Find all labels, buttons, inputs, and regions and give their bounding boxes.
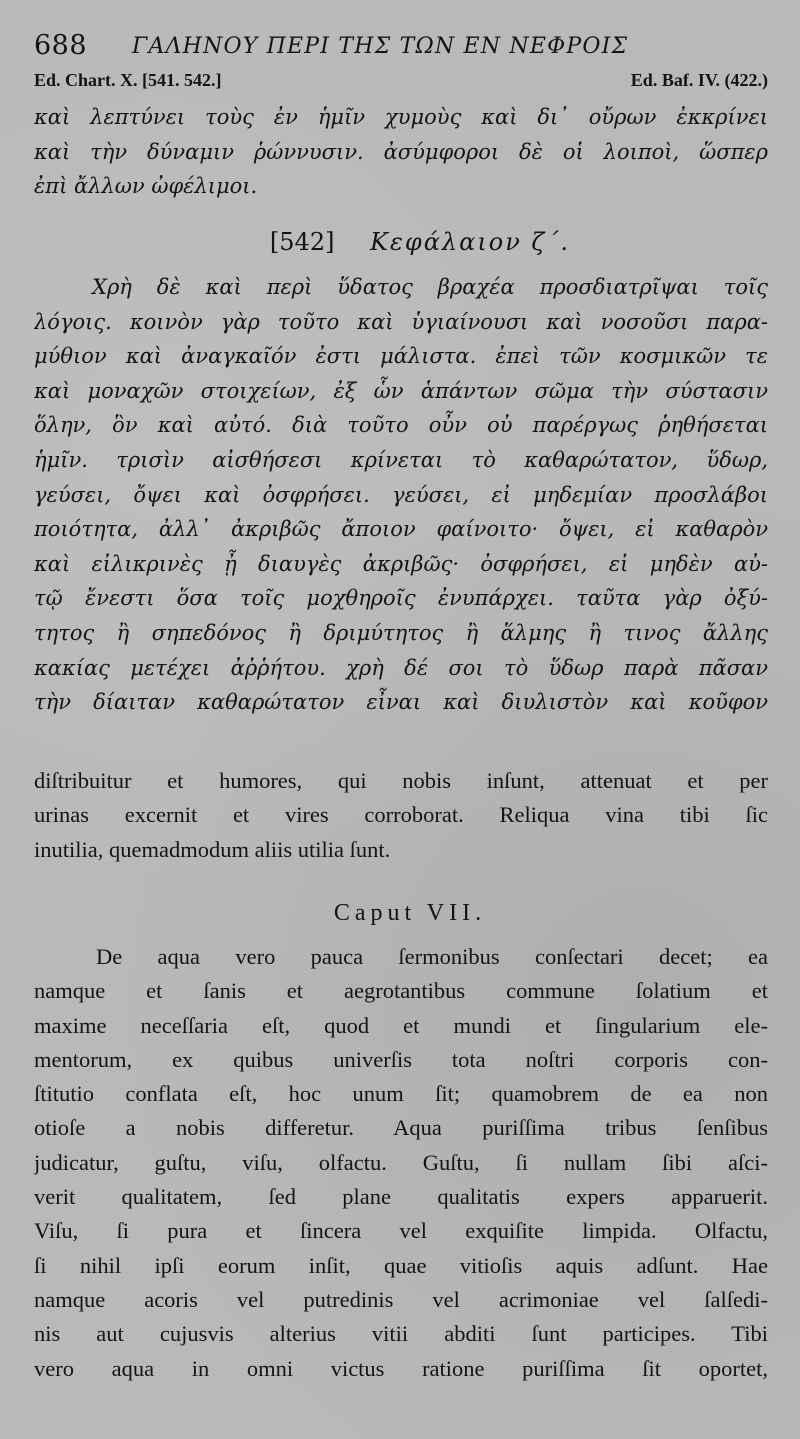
edition-reference-basel: Ed. Baf. IV. (422.) xyxy=(630,70,768,90)
latin-line: namque acoris vel putredinis vel acrimoniae vel ſalſedi- xyxy=(34,1286,768,1312)
latin-line: nis aut cujusvis alterius vitii abditi ſunt participes. Tibi xyxy=(34,1321,768,1347)
latin-chapter-text xyxy=(34,940,768,1386)
latin-line: otioſe a nobis differetur. Aqua puriſſima tribus ſenſibus xyxy=(34,1115,768,1141)
latin-line: verit qualitatem, ſed plane qualitatis expers apparuerit. xyxy=(34,1184,768,1210)
latin-line: maxime neceſſaria eſt, quod et mundi et ſingularium ele- xyxy=(34,1012,768,1038)
latin-line: judicatur, guſtu, viſu, olfactu. Guſtu, ſi nullam ſibi aſci- xyxy=(34,1149,768,1175)
greek-line: λόγοις. κοινὸν γὰρ τοῦτο καὶ ὑγιαίνουσι καὶ νοσοῦσι παρα- xyxy=(34,309,768,334)
greek-line: τητος ἢ σηπεδόνος ἢ δριμύτητος ἢ ἅλμης ἢ τινος ἄλλης xyxy=(34,620,768,645)
greek-line: Χρὴ δὲ καὶ περὶ ὕδατος βραχέα προσδιατρῖψαι τοῖς xyxy=(92,275,768,299)
edition-reference-line xyxy=(34,70,768,98)
greek-line: κακίας μετέχει ἀῤῥήτου. χρὴ δέ σοι τὸ ὕδωρ παρὰ πᾶσαν xyxy=(34,655,768,680)
greek-line: τῷ ἔνεστι ὅσα τοῖς μοχθηροῖς ἐνυπάρχει. ταῦτα γὰρ ὀξύ- xyxy=(34,586,768,611)
greek-line: ἡμῖν. τρισὶν αἰσθήσεσι κρίνεται τὸ καθαρώτατον, ὕδωρ, xyxy=(34,447,768,472)
latin-line: mentorum, ex quibus univerſis tota noſtri corporis con- xyxy=(34,1046,768,1072)
greek-line: τὴν δίαιταν καθαρώτατον εἶναι καὶ διυλιστὸν καὶ κοῦφον xyxy=(34,690,768,715)
greek-line: μύθιον καὶ ἀναγκαῖόν ἐστι μάλιστα. ἐπεὶ τῶν κοσμικῶν τε xyxy=(34,344,768,369)
latin-line: urinas excernit et vires corroborat. Reliqua vina tibi ſic xyxy=(34,802,768,828)
greek-line: γεύσει, ὄψει καὶ ὀσφρήσει. γεύσει, εἰ μηδεμίαν προσλάβοι xyxy=(34,482,768,507)
latin-chapter-heading: Caput VII. xyxy=(333,900,487,926)
greek-line: καὶ μοναχῶν στοιχείων, ἐξ ὧν ἁπάντων σῶμα τὴν σύστασιν xyxy=(34,378,768,403)
latin-text-continuation xyxy=(34,764,768,867)
greek-chapter-text xyxy=(34,270,768,720)
page-number: 688 xyxy=(34,30,88,61)
latin-line: namque et ſanis et aegrotantibus commune ſolatium et xyxy=(34,978,768,1004)
latin-line: ſtitutio conflata eſt, hoc unum ſit; quamobrem de ea non xyxy=(34,1081,768,1107)
page-header xyxy=(34,30,774,66)
latin-line: diſtribuitur et humores, qui nobis inſunt, attenuat et per xyxy=(34,768,768,793)
greek-line: καὶ εἰλικρινὲς ᾖ διαυγὲς ἀκριβῶς· ὀσφρήσει, εἰ μηδὲν αὐ- xyxy=(34,551,768,576)
greek-chapter-title: Κεφάλαιον ζ΄. xyxy=(370,228,571,256)
greek-line: καὶ τὴν δύναμιν ῥώννυσιν. ἀσύμφοροι δὲ οἱ λοιποὶ, ὥσπερ xyxy=(34,139,768,164)
greek-text-continuation xyxy=(34,100,768,204)
running-title: ΓΑΛΗΝΟΥ ΠΕΡΙ ΤΗΣ ΤΩΝ ΕΝ ΝΕΦΡΟΙΣ xyxy=(132,34,629,59)
greek-line: καὶ λεπτύνει τοὺς ἐν ἡμῖν χυμοὺς καὶ δι᾽ οὔρων ἐκκρίνει xyxy=(34,105,768,129)
latin-line: vero aqua in omni victus ratione puriſſima ſit oportet, xyxy=(34,1355,768,1381)
latin-line: De aqua vero pauca ſermonibus conſectari decet; ea xyxy=(96,944,768,969)
latin-line: inutilia, quemadmodum aliis utilia ſunt. xyxy=(34,836,391,862)
edition-reference-chartier: Ed. Chart. X. [541. 542.] xyxy=(34,70,222,90)
greek-chapter-heading xyxy=(0,228,800,256)
greek-line: ποιότητα, ἀλλ᾽ ἀκριβῶς ἄποιον φαίνοιτο· ὄψει, εἰ καθαρὸν xyxy=(34,517,768,542)
greek-line: ὅλην, ὃν καὶ αὐτό. διὰ τοῦτο οὖν οὐ παρέργως ῥηθήσεται xyxy=(34,413,768,438)
greek-line: ἐπὶ ἄλλων ὠφέλιμοι. xyxy=(34,174,258,199)
latin-line: Viſu, ſi pura et ſincera vel exquiſite limpida. Olfactu, xyxy=(34,1218,768,1244)
greek-page-marker: [542] xyxy=(269,228,335,256)
latin-line: ſi nihil ipſi eorum inſit, quae vitioſis aquis adſunt. Hae xyxy=(34,1252,768,1278)
